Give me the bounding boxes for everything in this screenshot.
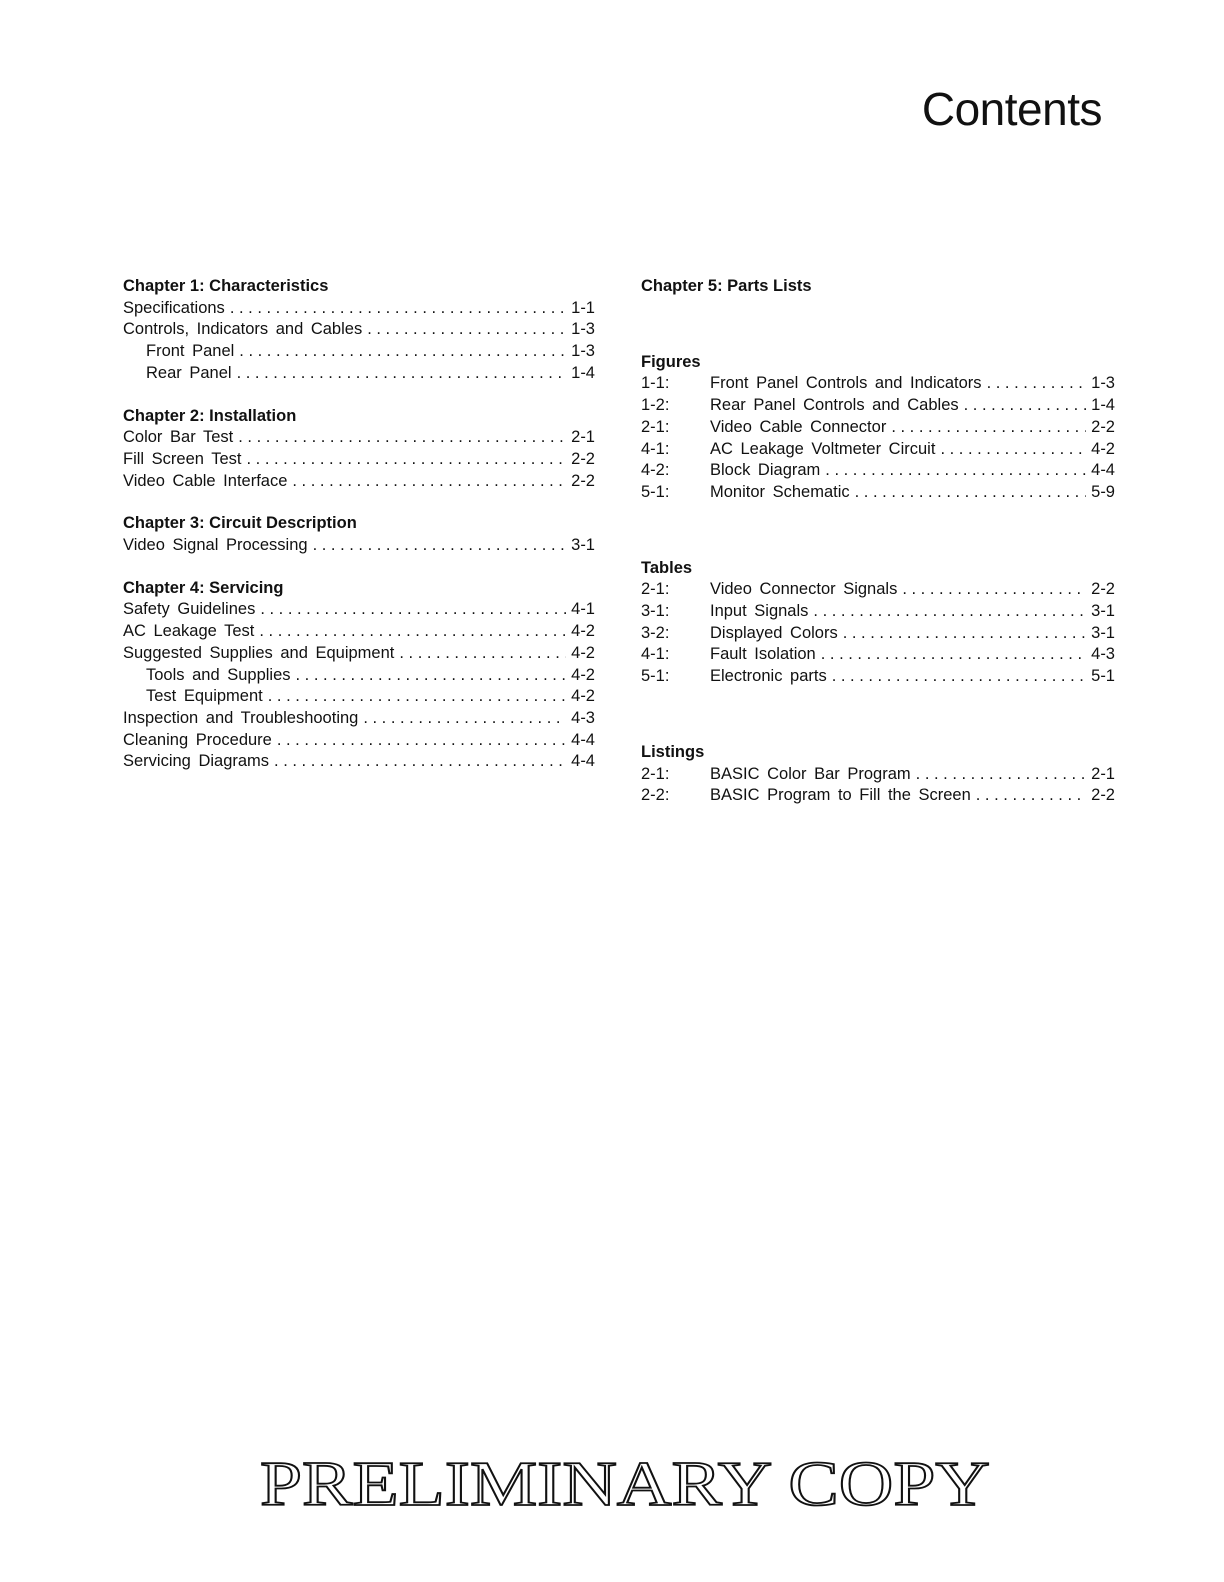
toc-left-column [123, 276, 595, 794]
entry-page-number: 2-1 [571, 428, 595, 447]
entry-page-number: 1-4 [1091, 396, 1115, 415]
entry-label: AC Leakage Test [123, 622, 255, 641]
figures-heading: Figures [641, 352, 701, 371]
toc-entry [123, 471, 595, 493]
toc-entry [641, 417, 1115, 439]
dot-leader [274, 751, 566, 773]
toc-entry [123, 708, 595, 730]
toc-entry [123, 686, 595, 708]
entry-label: Specifications [123, 298, 225, 317]
toc-entry [641, 439, 1115, 461]
dot-leader [259, 621, 566, 643]
dot-leader [399, 643, 566, 665]
chapter-heading: Chapter 3: Circuit Description [123, 514, 357, 533]
entry-page-number: 5-1 [1091, 667, 1115, 686]
toc-entry [123, 751, 595, 773]
toc-entry [641, 644, 1115, 666]
toc-entry [641, 373, 1115, 395]
chapter-section [123, 276, 595, 385]
entry-label: Servicing Diagrams [123, 752, 270, 771]
entry-label: Monitor Schematic [710, 482, 850, 501]
entry-page-number: 3-1 [1091, 623, 1115, 642]
toc-entry [641, 482, 1115, 504]
entry-number: 2-1: [641, 764, 670, 783]
page-title: Contents [921, 83, 1102, 135]
entry-label: Rear Panel Controls and Cables [710, 396, 959, 415]
entry-page-number: 4-3 [1091, 645, 1115, 664]
toc-entry [641, 460, 1115, 482]
dot-leader [821, 644, 1086, 666]
entry-number: 5-1: [641, 482, 670, 501]
toc-entry [641, 764, 1115, 786]
entry-number: 3-2: [641, 623, 670, 642]
figures-section [641, 352, 1115, 504]
entry-label: Test Equipment [146, 687, 263, 706]
entry-label: Inspection and Troubleshooting [123, 708, 359, 727]
toc-entry [123, 730, 595, 752]
entry-number: 5-1: [641, 667, 670, 686]
entry-label: Front Panel Controls and Indicators [710, 374, 982, 393]
entry-label: Cleaning Procedure [123, 730, 272, 749]
entry-page-number: 2-2 [1091, 417, 1115, 436]
entry-label: Input Signals [710, 602, 809, 621]
dot-leader [363, 708, 566, 730]
entry-page-number: 4-2 [571, 665, 595, 684]
toc-right-column [641, 276, 1115, 828]
dot-leader [916, 764, 1086, 786]
dot-leader [296, 665, 567, 687]
entry-number: 4-1: [641, 439, 670, 458]
dot-leader [260, 599, 566, 621]
entry-page-number: 1-1 [571, 298, 595, 317]
entry-page-number: 2-2 [1091, 786, 1115, 805]
entry-page-number: 2-1 [1091, 764, 1115, 783]
dot-leader [813, 601, 1086, 623]
entry-page-number: 4-4 [571, 730, 595, 749]
chapter-heading: Chapter 2: Installation [123, 406, 297, 425]
toc-entry [641, 601, 1115, 623]
entry-page-number: 2-2 [571, 449, 595, 468]
entry-number: 3-1: [641, 602, 670, 621]
dot-leader [855, 482, 1087, 504]
entry-label: Fault Isolation [710, 645, 816, 664]
entry-number: 1-2: [641, 396, 670, 415]
entry-label: BASIC Program to Fill the Screen [710, 786, 971, 805]
entry-number: 2-1: [641, 417, 670, 436]
toc-entry [123, 298, 595, 320]
entry-page-number: 4-2 [571, 622, 595, 641]
entry-page-number: 1-3 [571, 320, 595, 339]
dot-leader [891, 417, 1086, 439]
toc-entry [123, 363, 595, 385]
entry-page-number: 4-3 [571, 708, 595, 727]
toc-entry [123, 427, 595, 449]
entry-label: Controls, Indicators and Cables [123, 320, 363, 339]
toc-entry [641, 579, 1115, 601]
entry-page-number: 4-2 [1091, 439, 1115, 458]
entry-label: Tools and Supplies [146, 665, 291, 684]
toc-entry [123, 599, 595, 621]
entry-label: BASIC Color Bar Program [710, 764, 911, 783]
entry-page-number: 1-4 [571, 363, 595, 382]
dot-leader [237, 363, 567, 385]
entry-label: Video Cable Connector [710, 417, 887, 436]
entry-label: Fill Screen Test [123, 449, 242, 468]
dot-leader [239, 341, 566, 363]
entry-number: 1-1: [641, 374, 670, 393]
entry-label: Video Cable Interface [123, 471, 288, 490]
entry-label: Color Bar Test [123, 428, 234, 447]
chapter-5-section [641, 276, 1115, 298]
listings-section [641, 742, 1115, 807]
tables-heading: Tables [641, 558, 693, 577]
toc-entry [123, 643, 595, 665]
entry-page-number: 2-2 [571, 471, 595, 490]
entry-page-number: 4-2 [571, 687, 595, 706]
entry-label: Displayed Colors [710, 623, 838, 642]
entry-number: 4-2: [641, 461, 670, 480]
dot-leader [832, 666, 1086, 688]
toc-entry [123, 341, 595, 363]
toc-entry [123, 621, 595, 643]
dot-leader [367, 319, 566, 341]
preliminary-copy-watermark [255, 1450, 995, 1514]
dot-leader [230, 298, 566, 320]
chapter-heading: Chapter 1: Characteristics [123, 277, 329, 295]
entry-label: AC Leakage Voltmeter Circuit [710, 439, 936, 458]
toc-entry [641, 785, 1115, 807]
toc-entry [123, 665, 595, 687]
toc-entry [641, 666, 1115, 688]
dot-leader [976, 785, 1086, 807]
watermark-text: PRELIMINARY COPY [260, 1450, 990, 1514]
entry-label: Video Connector Signals [710, 580, 898, 599]
entry-label: Front Panel [146, 342, 235, 361]
entry-page-number: 4-2 [571, 643, 595, 662]
entry-label: Block Diagram [710, 461, 821, 480]
entry-page-number: 5-9 [1091, 482, 1115, 501]
entry-page-number: 4-4 [571, 752, 595, 771]
dot-leader [940, 439, 1086, 461]
entry-page-number: 4-1 [571, 600, 595, 619]
tables-section [641, 558, 1115, 688]
dot-leader [277, 730, 566, 752]
dot-leader [247, 449, 567, 471]
toc-entry [123, 535, 595, 557]
dot-leader [238, 427, 566, 449]
dot-leader [313, 535, 567, 557]
dot-leader [902, 579, 1086, 601]
toc-entry [641, 395, 1115, 417]
entry-page-number: 1-3 [571, 342, 595, 361]
entry-page-number: 3-1 [571, 536, 595, 555]
dot-leader [825, 460, 1086, 482]
entry-label: Electronic parts [710, 667, 827, 686]
toc-entry [641, 623, 1115, 645]
entry-label: Safety Guidelines [123, 600, 256, 619]
entry-label: Suggested Supplies and Equipment [123, 643, 395, 662]
entry-page-number: 2-2 [1091, 580, 1115, 599]
listings-heading: Listings [641, 742, 705, 761]
dot-leader [268, 686, 566, 708]
chapter-section [123, 513, 595, 556]
dot-leader [292, 471, 566, 493]
entry-page-number: 4-4 [1091, 461, 1115, 480]
entry-number: 4-1: [641, 645, 670, 664]
dot-leader [964, 395, 1087, 417]
toc-entry [123, 449, 595, 471]
dot-leader [843, 623, 1086, 645]
dot-leader [987, 373, 1087, 395]
entry-page-number: 3-1 [1091, 602, 1115, 621]
chapter-heading: Chapter 4: Servicing [123, 578, 284, 597]
chapter-section [123, 406, 595, 493]
chapter-section [123, 578, 595, 773]
chapter-5-heading: Chapter 5: Parts Lists [641, 277, 812, 295]
entry-page-number: 1-3 [1091, 374, 1115, 393]
toc-entry [123, 319, 595, 341]
entry-number: 2-2: [641, 786, 670, 805]
entry-label: Video Signal Processing [123, 536, 308, 555]
entry-label: Rear Panel [146, 363, 232, 382]
entry-number: 2-1: [641, 580, 670, 599]
